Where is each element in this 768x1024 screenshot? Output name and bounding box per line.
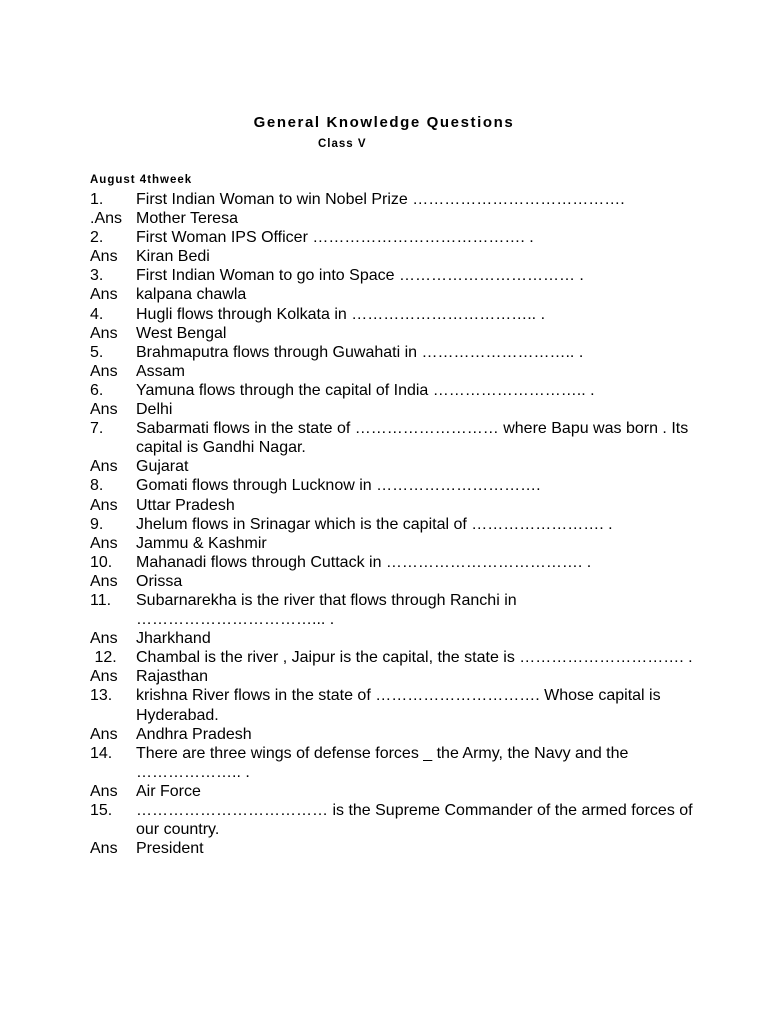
- question-text: Yamuna flows through the capital of India ……………………….. .: [136, 381, 595, 399]
- answer-text: West Bengal: [136, 324, 227, 342]
- question-number: 4.: [90, 305, 104, 323]
- question-row: [90, 228, 710, 247]
- answer-row: [90, 534, 710, 553]
- question-row: [90, 648, 710, 667]
- answer-label: Ans: [90, 324, 118, 342]
- answer-row: [90, 629, 710, 648]
- question-row: [90, 190, 710, 209]
- question-text: Gomati flows through Lucknow in ………………………….: [136, 477, 541, 495]
- question-text: There are three wings of defense forces _ the Army, the Navy and the ……………….. .: [136, 744, 629, 781]
- answer-label: Ans: [90, 630, 118, 648]
- question-row: [90, 591, 710, 629]
- question-number: 8.: [90, 477, 104, 495]
- question-row: [90, 744, 710, 782]
- question-row: [90, 305, 710, 324]
- question-list: [90, 190, 710, 858]
- answer-text: President: [136, 840, 204, 858]
- question-row: [90, 686, 710, 724]
- answer-text: Rajasthan: [136, 668, 209, 686]
- answer-text: Mother Teresa: [136, 210, 238, 228]
- answer-row: [90, 324, 710, 343]
- answer-row: [90, 496, 710, 515]
- answer-text: Assam: [136, 362, 185, 380]
- answer-label: Ans: [90, 840, 118, 858]
- question-number: 5.: [90, 343, 104, 361]
- answer-row: [90, 839, 710, 858]
- question-number: 9.: [90, 515, 104, 533]
- answer-text: Air Force: [136, 782, 201, 800]
- question-text: Sabarmati flows in the state of ……………………… where Bapu was born . Its capital is Gandhi Nagar.: [136, 420, 689, 457]
- question-number: 10.: [90, 553, 113, 571]
- question-text: Chambal is the river , Jaipur is the capital, the state is …………………………. .: [136, 649, 693, 667]
- question-row: [90, 343, 710, 362]
- answer-row: [90, 247, 710, 266]
- question-text: First Indian Woman to go into Space …………………………… .: [136, 267, 584, 285]
- question-number: 14.: [90, 744, 113, 762]
- answer-text: Jharkhand: [136, 630, 211, 648]
- answer-row: [90, 782, 710, 801]
- answer-text: Gujarat: [136, 458, 189, 476]
- question-text: krishna River flows in the state of …………………………. Whose capital is Hyderabad.: [136, 687, 661, 724]
- answer-label: Ans: [90, 534, 118, 552]
- question-text: Brahmaputra flows through Guwahati in ……………………….. .: [136, 343, 584, 361]
- answer-text: Andhra Pradesh: [136, 725, 252, 743]
- answer-text: Delhi: [136, 401, 173, 419]
- question-number: 3.: [90, 267, 104, 285]
- answer-row: [90, 572, 710, 591]
- answer-label: Ans: [90, 725, 118, 743]
- question-row: [90, 419, 710, 457]
- answer-label: Ans: [90, 458, 118, 476]
- question-row: [90, 266, 710, 285]
- answer-row: [90, 209, 710, 228]
- question-text: Jhelum flows in Srinagar which is the capital of ……………………. .: [136, 515, 613, 533]
- question-number: 15.: [90, 802, 113, 819]
- question-text: ……………………………… is the Supreme Commander of the armed forces of our country.: [136, 802, 693, 839]
- answer-label: Ans: [90, 496, 118, 514]
- question-number: 2.: [90, 229, 104, 247]
- answer-text: Orissa: [136, 572, 183, 590]
- question-row: [90, 476, 710, 495]
- question-text: Mahanadi flows through Cuttack in ………………………………. .: [136, 553, 592, 571]
- question-number: 12.: [90, 649, 117, 667]
- question-text: First Indian Woman to win Nobel Prize ………………………………….: [136, 191, 625, 208]
- answer-text: Uttar Pradesh: [136, 496, 235, 514]
- answer-label: Ans: [90, 401, 118, 419]
- question-row: [90, 801, 710, 839]
- question-text: First Woman IPS Officer …………………………………. .: [136, 229, 534, 247]
- question-row: [90, 553, 710, 572]
- answer-label: Ans: [90, 362, 118, 380]
- class-label: Class V: [318, 138, 367, 150]
- answer-row: [90, 667, 710, 686]
- answer-label: Ans: [90, 248, 118, 266]
- question-number: 11.: [90, 591, 112, 609]
- question-number: 1.: [90, 191, 104, 208]
- page-title: General Knowledge Questions: [253, 114, 515, 131]
- question-text: Hugli flows through Kolkata in …………………………….. .: [136, 305, 546, 323]
- answer-row: [90, 285, 710, 304]
- week-label: August 4thweek: [90, 174, 193, 186]
- question-row: [90, 515, 710, 534]
- answer-label: Ans: [90, 286, 118, 304]
- answer-label: Ans: [90, 782, 118, 800]
- answer-label: .Ans: [90, 210, 123, 228]
- answer-row: [90, 362, 710, 381]
- answer-text: kalpana chawla: [136, 286, 247, 304]
- question-number: 13.: [90, 687, 113, 705]
- answer-text: Kiran Bedi: [136, 248, 210, 266]
- answer-row: [90, 457, 710, 476]
- answer-text: Jammu & Kashmir: [136, 534, 267, 552]
- answer-row: [90, 400, 710, 419]
- answer-row: [90, 725, 710, 744]
- question-row: [90, 381, 710, 400]
- answer-label: Ans: [90, 668, 118, 686]
- question-number: 7.: [90, 420, 104, 438]
- question-number: 6.: [90, 381, 104, 399]
- answer-label: Ans: [90, 572, 118, 590]
- question-text: Subarnarekha is the river that flows through Ranchi in ……………………………... .: [136, 591, 517, 629]
